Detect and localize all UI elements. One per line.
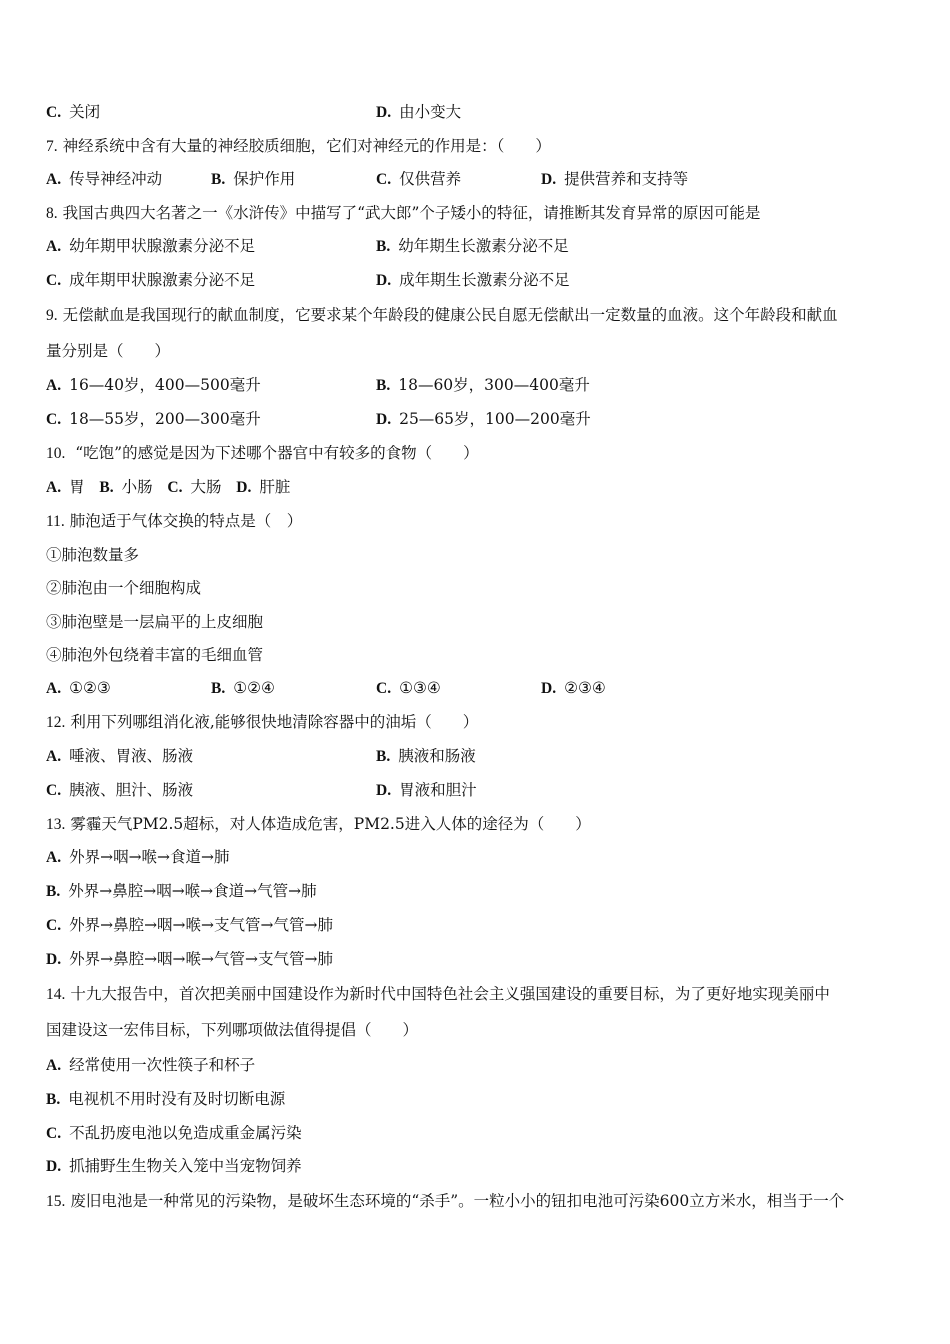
- q11-item-4: ④肺泡外包绕着丰富的毛细血管: [46, 646, 264, 664]
- q12-option-b: B. 胰液和肠液: [376, 747, 476, 765]
- q9-option-c: C. 18—55岁，200—300毫升: [46, 410, 261, 428]
- question-8-stem: 8. 我国古典四大名著之一《水浒传》中描写了“武大郎”个子矮小的特征，请推断其发育异常的原因可能是: [46, 204, 761, 222]
- q7-option-d: D. 提供营养和支持等: [541, 170, 689, 188]
- q11-item-1: ①肺泡数量多: [46, 546, 140, 564]
- q7-option-a: A. 传导神经冲动: [46, 170, 163, 188]
- question-10-stem: 10. “吃饱”的感觉是因为下述哪个器官中有较多的食物（ ）: [46, 444, 479, 462]
- q14-option-b: B. 电视机不用时没有及时切断电源: [46, 1090, 286, 1108]
- q8-option-a: A. 幼年期甲状腺激素分泌不足: [46, 237, 256, 255]
- q11-option-a: A. ①②③: [46, 679, 111, 697]
- q8-option-c: C. 成年期甲状腺激素分泌不足: [46, 271, 256, 289]
- q9-option-d: D. 25—65岁，100—200毫升: [376, 410, 591, 428]
- q13-option-d: D. 外界→鼻腔→咽→喉→气管→支气管→肺: [46, 950, 334, 968]
- q11-option-d: D. ②③④: [541, 679, 606, 697]
- q7-option-c: C. 仅供营养: [376, 170, 462, 188]
- q14-option-a: A. 经常使用一次性筷子和杯子: [46, 1056, 256, 1074]
- q9-option-b: B. 18—60岁，300—400毫升: [376, 376, 590, 394]
- q12-option-c: C. 胰液、胆汁、肠液: [46, 781, 194, 799]
- q14-option-d: D. 抓捕野生生物关入笼中当宠物饲养: [46, 1157, 302, 1175]
- question-13-stem: 13. 雾霾天气PM2.5超标，对人体造成危害，PM2.5进入人体的途径为（ ）: [46, 815, 591, 833]
- question-9-stem: 9. 无偿献血是我国现行的献血制度，它要求某个年龄段的健康公民自愿无偿献出一定数量的血液。这个年龄段和献血: [46, 306, 838, 324]
- q13-option-c: C. 外界→鼻腔→咽→喉→支气管→气管→肺: [46, 916, 334, 934]
- question-11-stem: 11. 肺泡适于气体交换的特点是（ ）: [46, 512, 303, 530]
- q11-item-3: ③肺泡壁是一层扁平的上皮细胞: [46, 613, 264, 631]
- question-14-stem: 14. 十九大报告中，首次把美丽中国建设作为新时代中国特色社会主义强国建设的重要目标，为了更好地实现美丽中: [46, 985, 830, 1003]
- q11-option-c: C. ①③④: [376, 679, 441, 697]
- q11-option-b: B. ①②④: [211, 679, 275, 697]
- option-d: D. 由小变大: [376, 103, 462, 121]
- question-7-stem: 7. 神经系统中含有大量的神经胶质细胞，它们对神经元的作用是：（ ）: [46, 137, 551, 155]
- q8-option-b: B. 幼年期生长激素分泌不足: [376, 237, 569, 255]
- q11-item-2: ②肺泡由一个细胞构成: [46, 579, 202, 597]
- q9-option-a: A. 16—40岁，400—500毫升: [46, 376, 261, 394]
- q8-option-d: D. 成年期生长激素分泌不足: [376, 271, 570, 289]
- q7-option-b: B. 保护作用: [211, 170, 296, 188]
- q12-option-d: D. 胃液和胆汁: [376, 781, 477, 799]
- option-c: C. 关闭: [46, 103, 101, 121]
- question-9-stem-cont: 量分别是（ ）: [46, 342, 171, 360]
- question-12-stem: 12. 利用下列哪组消化液,能够很快地清除容器中的油垢（ ）: [46, 713, 479, 731]
- question-15-stem: 15. 废旧电池是一种常见的污染物，是破坏生态环境的“杀手”。一粒小小的钮扣电池可污染600立方米水，相当于一个: [46, 1192, 845, 1210]
- q10-options: A. 胃 B. 小肠 C. 大肠 D. 肝脏: [46, 478, 291, 496]
- q13-option-b: B. 外界→鼻腔→咽→喉→食道→气管→肺: [46, 882, 317, 900]
- q14-option-c: C. 不乱扔废电池以免造成重金属污染: [46, 1124, 302, 1142]
- question-14-stem-cont: 国建设这一宏伟目标，下列哪项做法值得提倡（ ）: [46, 1021, 419, 1039]
- q13-option-a: A. 外界→咽→喉→食道→肺: [46, 848, 230, 866]
- q12-option-a: A. 唾液、胃液、肠液: [46, 747, 194, 765]
